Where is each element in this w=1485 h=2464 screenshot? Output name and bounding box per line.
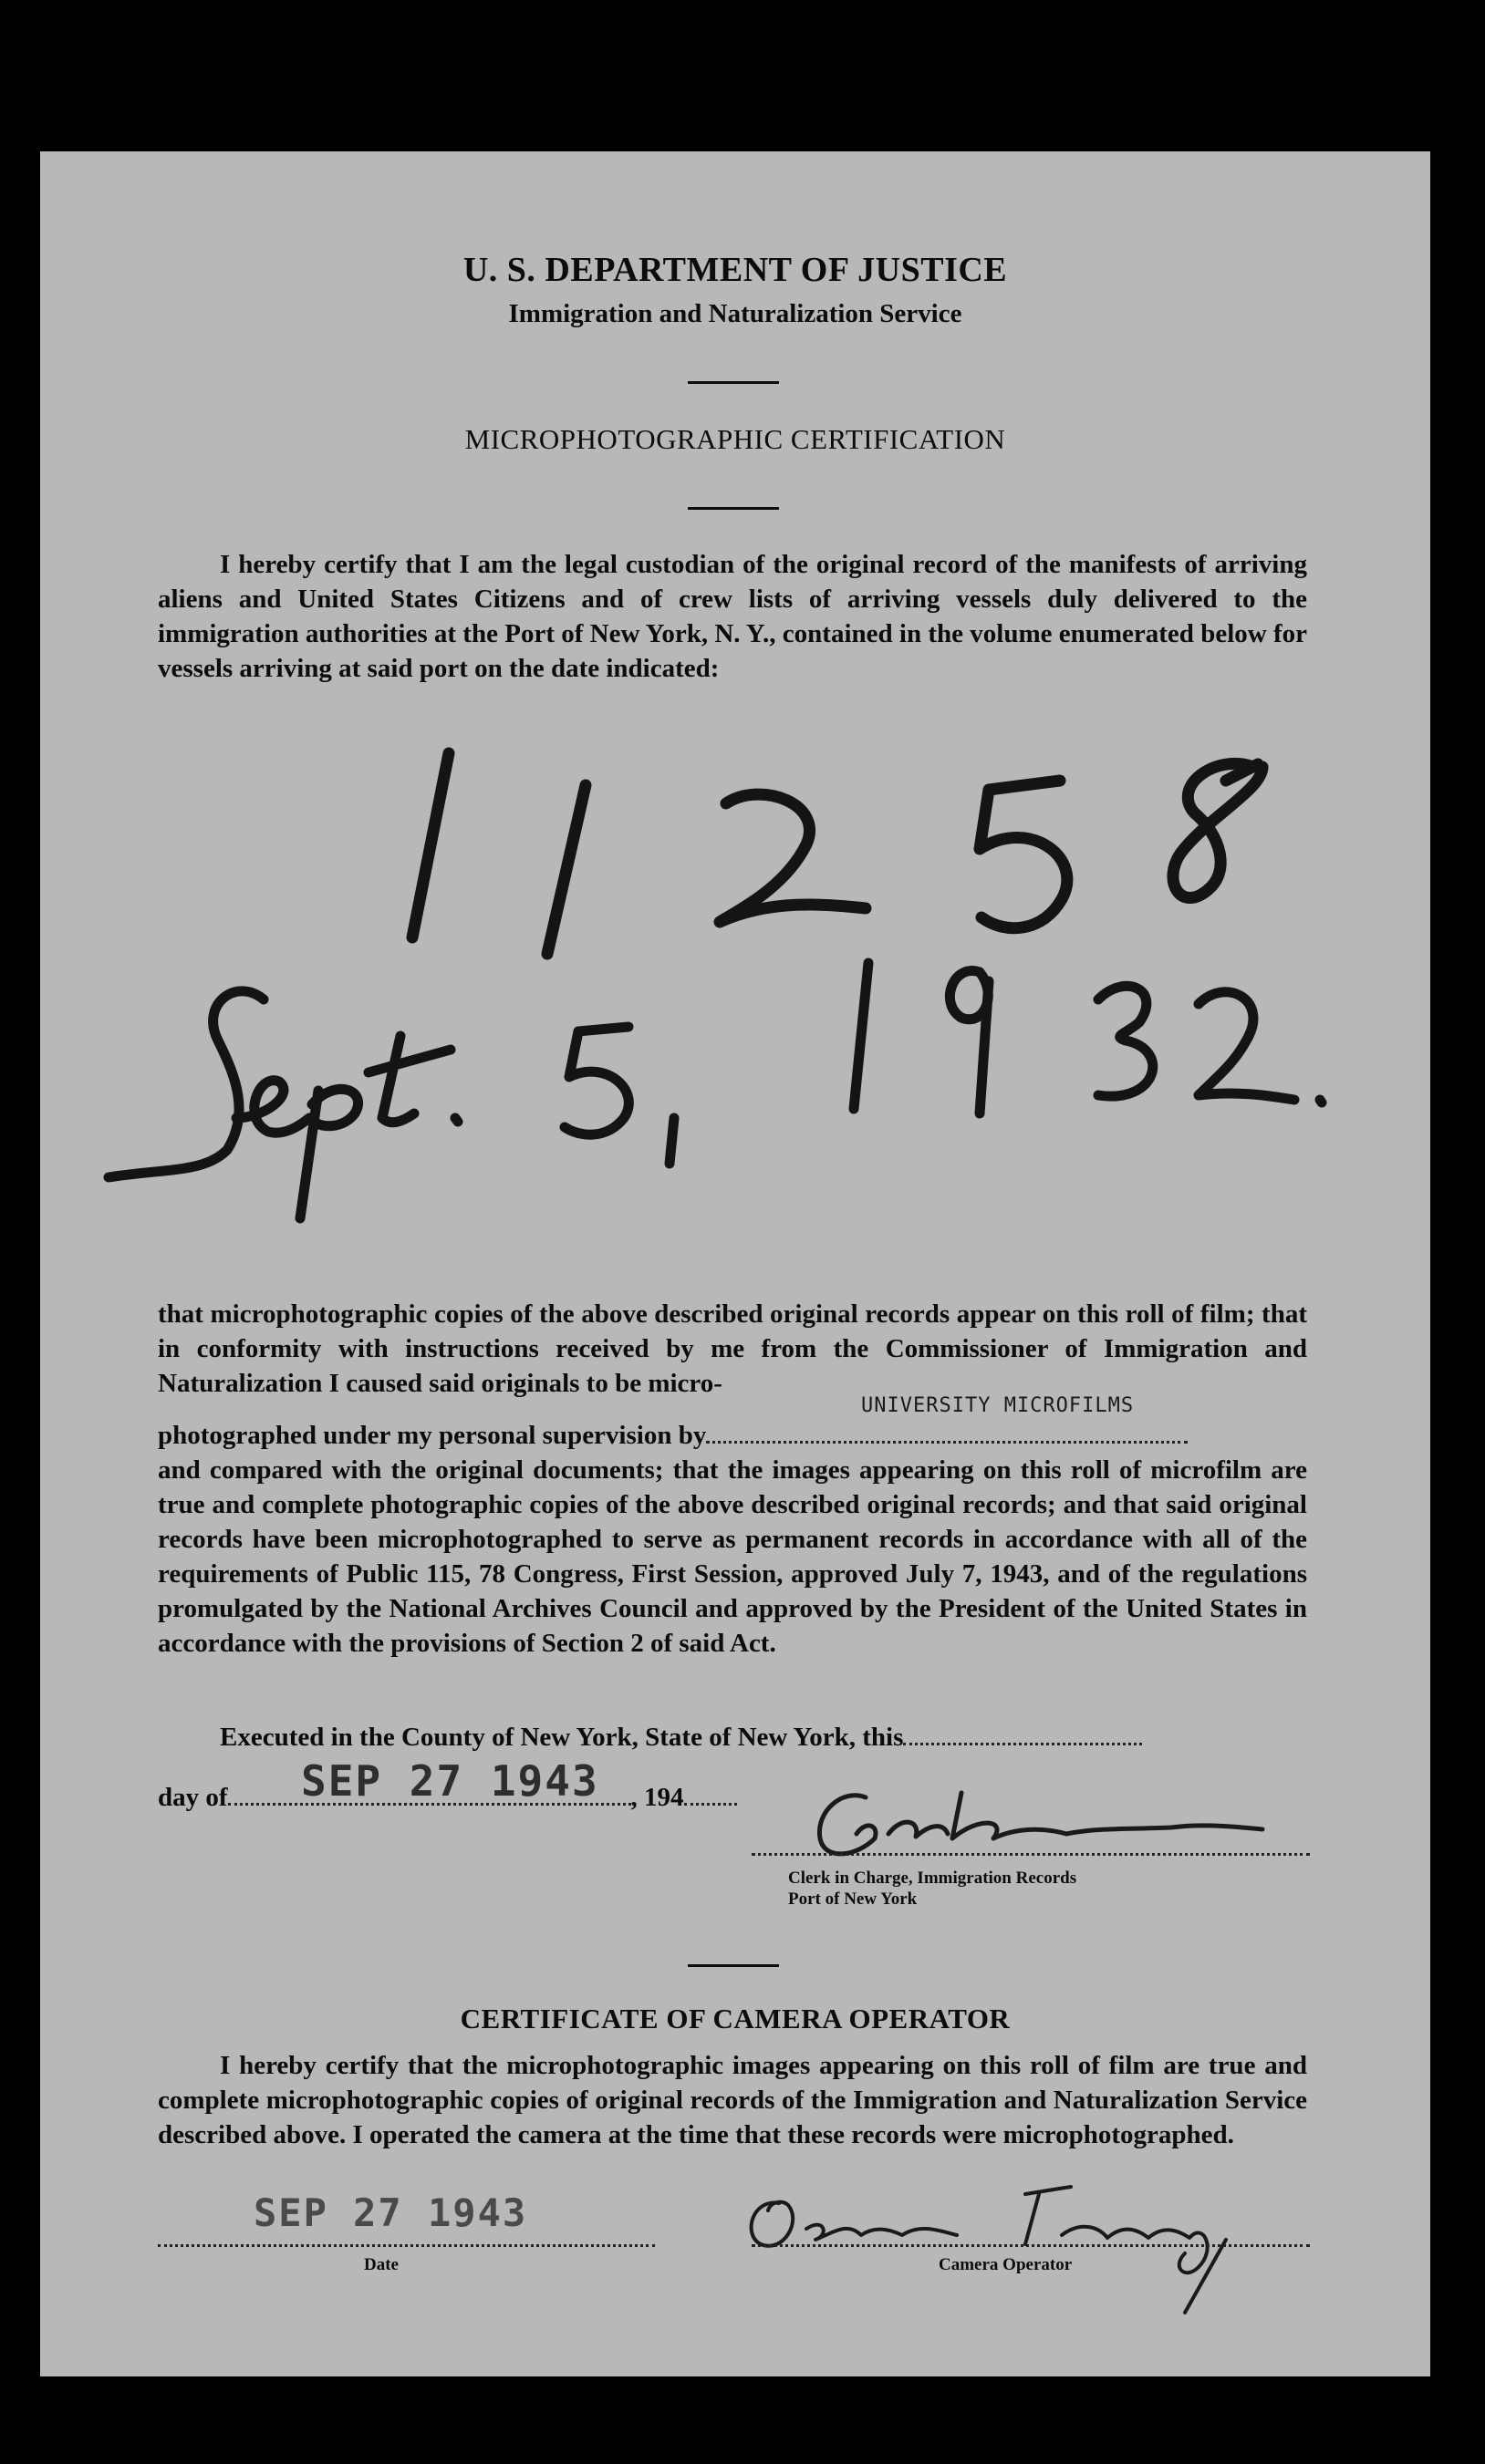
camera-operator-dotted-line xyxy=(752,2244,1310,2247)
camera-operator-title: CERTIFICATE OF CAMERA OPERATOR xyxy=(460,2003,1011,2034)
photographed-by-value: UNIVERSITY MICROFILMS xyxy=(861,1394,1135,1417)
day-of-label: day of xyxy=(158,1783,228,1812)
year-label: , 194 xyxy=(630,1783,684,1812)
department-heading: U. S. DEPARTMENT OF JUSTICE xyxy=(462,251,1008,289)
executed-text: Executed in the County of New York, State of New York, this xyxy=(220,1723,904,1752)
date-stamp: SEP 27 1943 xyxy=(301,1756,599,1806)
camera-operator-paragraph: I hereby certify that the microphotographic images appearing on this roll of film are true and complete microphotographic copies of original records of the Immigration and Naturalization Service described above. I operated the camera at the time that these records were microphotographed. xyxy=(158,2051,1307,2149)
camera-operator-signature-handwriting xyxy=(40,151,1430,2376)
service-subheading: Immigration and Naturalization Service xyxy=(508,299,962,328)
certification-title: MICROPHOTOGRAPHIC CERTIFICATION xyxy=(464,423,1006,455)
camera-operator-label: Camera Operator xyxy=(939,2255,1073,2274)
clerk-office: Port of New York xyxy=(788,1889,918,1909)
clerk-title: Clerk in Charge, Immigration Records xyxy=(788,1869,1077,1888)
camera-date-stamp: SEP 27 1943 xyxy=(254,2190,528,2235)
certification-paragraph-2-part-2: and compared with the original documents; that the images appearing on this roll of microfilm are true and complete photographic copies of the above described original records; and that said original records have been microphotographed to serve as permanent records in accordance with all of the requirements of Public 115, 78 Congress, First Session, approved July 7, 1943, and of the regulations promulgated by the National Archives Council and approved by the President of the United States in accordance with the provisions of Section 2 of said Act. xyxy=(158,1455,1307,1658)
certification-document xyxy=(40,151,1430,2376)
photographed-by-label: photographed under my personal supervision by xyxy=(158,1421,707,1450)
certification-paragraph-2-part-1: that microphotographic copies of the above described original records appear on this roll of film; that in conformity with instructions received by me from the Commissioner of Immigration and Naturalization I caused said originals to be micro- xyxy=(158,1299,1307,1398)
camera-date-label: Date xyxy=(364,2255,399,2274)
certification-paragraph-1: I hereby certify that I am the legal custodian of the original record of the manifests of arriving aliens and United States Citizens and of crew lists of arriving vessels duly delivered to the immigration authorities at the Port of New York, N. Y., contained in the volume enumerated below for vessels arriving at said port on the date indicated: xyxy=(158,550,1307,683)
